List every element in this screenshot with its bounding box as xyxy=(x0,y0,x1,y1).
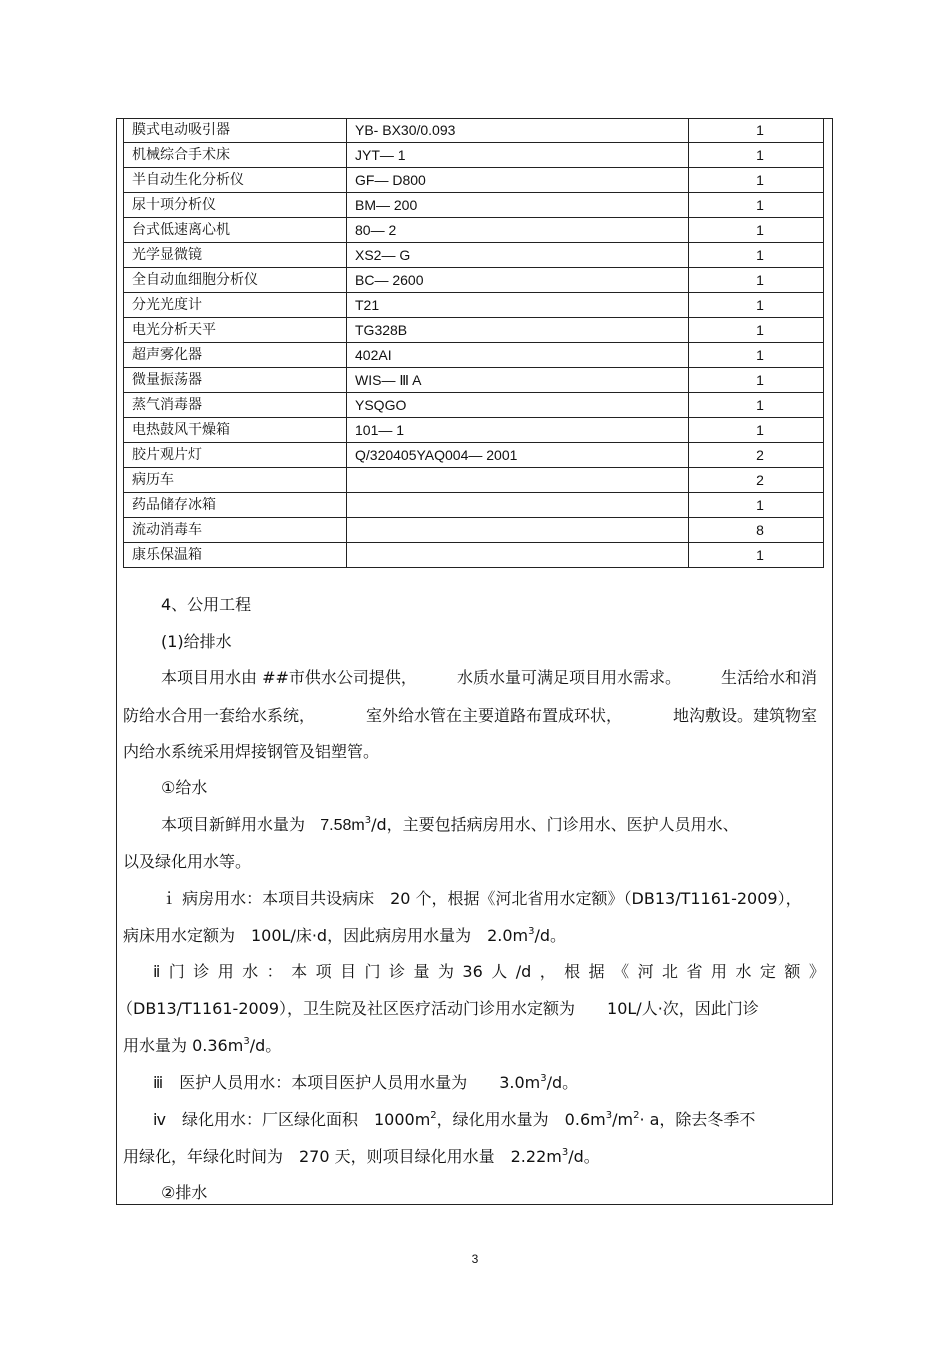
table-row xyxy=(124,468,824,493)
equipment-model-cell: 80— 2 xyxy=(347,218,689,243)
paragraph-line: 防给水合用一套给水系统， 室外给水管在主要道路布置成环状， 地沟敷设。建筑物室 xyxy=(123,706,817,725)
equipment-model-cell: 101— 1 xyxy=(347,418,689,443)
equipment-name-cell: 蒸气消毒器 xyxy=(124,393,347,418)
equipment-qty-cell: 1 xyxy=(689,243,824,268)
table-row xyxy=(124,343,824,368)
table-row xyxy=(124,443,824,468)
item-ii-char: 项 xyxy=(315,962,332,981)
item-ii-char: 用 xyxy=(710,962,727,981)
paragraph-line: 以及绿化用水等。 xyxy=(123,852,252,871)
item-iv-line: ⅳ 绿化用水：厂区绿化面积 $1000m^2$，绿化用水量为 $0.6m^3/m^2\cdot a$，除去冬季不 xyxy=(153,1110,756,1129)
equipment-model-cell: YB- BX30/0.093 xyxy=(347,118,689,143)
table-row xyxy=(124,318,824,343)
item-ii-char: 据 xyxy=(588,962,605,981)
equipment-model-cell: T21 xyxy=(347,293,689,318)
item-iv-line: 用绿化，年绿化时间为 270 天，则项目绿化用水量 $2.22m^3/d$。 xyxy=(123,1147,600,1166)
table-row xyxy=(124,118,824,143)
item-ii-char: 目 xyxy=(340,962,357,981)
table-row xyxy=(124,368,824,393)
item-ii-char: 北 xyxy=(662,962,679,981)
item-ii-line: （DB13/T1161-2009），卫生院及社区医疗活动门诊用水定额为 10L/人·次，因此门诊 xyxy=(117,999,759,1018)
item-ii-char: 门 xyxy=(168,962,185,981)
equipment-model-cell: JYT— 1 xyxy=(347,143,689,168)
equipment-model-cell: XS2— G xyxy=(347,243,689,268)
equipment-model-cell: WIS— Ⅲ A xyxy=(347,368,689,393)
equipment-qty-cell: 1 xyxy=(689,418,824,443)
equipment-model-cell: 402AI xyxy=(347,343,689,368)
equipment-model-cell xyxy=(347,518,689,543)
item-ii-char: 水 xyxy=(242,962,259,981)
item-ii-char: 36 xyxy=(462,962,483,981)
equipment-name-cell: 病历车 xyxy=(124,468,347,493)
item-i-line: 病床用水定额为 100L/床·d，因此病房用水量为 $2.0m^3/d$。 xyxy=(123,926,567,945)
item-i-line: ｉ 病房用水：本项目共设病床 20 个，根据《河北省用水定额》（DB13/T1161-2009）， xyxy=(161,889,802,908)
equipment-qty-cell: 1 xyxy=(689,343,824,368)
table-row xyxy=(124,168,824,193)
equipment-name-cell: 电热鼓风干燥箱 xyxy=(124,418,347,443)
equipment-qty-cell: 8 xyxy=(689,518,824,543)
item-ii-char: ： xyxy=(266,962,283,981)
item-ii-char: 门 xyxy=(364,962,381,981)
equipment-name-cell: 光学显微镜 xyxy=(124,243,347,268)
equipment-name-cell: 药品储存冰箱 xyxy=(124,493,347,518)
equipment-model-cell xyxy=(347,468,689,493)
table-row xyxy=(124,418,824,443)
equipment-qty-cell: 1 xyxy=(689,268,824,293)
equipment-qty-cell: 2 xyxy=(689,468,824,493)
equipment-name-cell: 台式低速离心机 xyxy=(124,218,347,243)
water-supply-heading: ①给水 xyxy=(161,778,208,797)
item-ii-char: 诊 xyxy=(193,962,210,981)
equipment-name-cell: 电光分析天平 xyxy=(124,318,347,343)
drainage-heading: ②排水 xyxy=(161,1183,208,1202)
item-ii-char: 量 xyxy=(413,962,430,981)
equipment-table xyxy=(123,118,824,568)
equipment-qty-cell: 1 xyxy=(689,143,824,168)
table-row xyxy=(124,293,824,318)
item-ii-char: 定 xyxy=(759,962,776,981)
table-row xyxy=(124,243,824,268)
table-row xyxy=(124,543,824,568)
item-ii-char: 《 xyxy=(613,962,630,981)
item-ii-char: 本 xyxy=(291,962,308,981)
equipment-model-cell xyxy=(347,493,689,518)
equipment-name-cell: 胶片观片灯 xyxy=(124,443,347,468)
equipment-name-cell: 微量振荡器 xyxy=(124,368,347,393)
item-ii-char: ⅱ xyxy=(153,962,161,981)
table-row xyxy=(124,518,824,543)
equipment-qty-cell: 1 xyxy=(689,168,824,193)
equipment-name-cell: 膜式电动吸引器 xyxy=(124,118,347,143)
item-ii-char: 根 xyxy=(564,962,581,981)
equipment-model-cell: GF— D800 xyxy=(347,168,689,193)
item-ii-char: 诊 xyxy=(389,962,406,981)
equipment-name-cell: 半自动生化分析仪 xyxy=(124,168,347,193)
equipment-name-cell: 分光光度计 xyxy=(124,293,347,318)
paragraph-line: 内给水系统采用焊接钢管及铝塑管。 xyxy=(123,742,380,761)
item-ii-char: 省 xyxy=(686,962,703,981)
table-row xyxy=(124,393,824,418)
equipment-name-cell: 流动消毒车 xyxy=(124,518,347,543)
item-ii-char: 》 xyxy=(808,962,825,981)
equipment-qty-cell: 1 xyxy=(689,393,824,418)
item-ii-char: ， xyxy=(539,962,556,981)
equipment-model-cell xyxy=(347,543,689,568)
equipment-qty-cell: 1 xyxy=(689,318,824,343)
section-heading: 4、公用工程 xyxy=(161,595,252,614)
item-ii-line: 用水量为 $0.36m^3/d$。 xyxy=(123,1036,282,1055)
table-row xyxy=(124,493,824,518)
page-number: 3 xyxy=(471,1252,479,1266)
equipment-name-cell: 全自动血细胞分析仪 xyxy=(124,268,347,293)
table-row xyxy=(124,143,824,168)
equipment-model-cell: YSQGO xyxy=(347,393,689,418)
equipment-model-cell: TG328B xyxy=(347,318,689,343)
equipment-qty-cell: 1 xyxy=(689,193,824,218)
table-row xyxy=(124,193,824,218)
equipment-qty-cell: 1 xyxy=(689,543,824,568)
equipment-model-cell: BC— 2600 xyxy=(347,268,689,293)
equipment-model-cell: Q/320405YAQ004— 2001 xyxy=(347,443,689,468)
item-ii-char: 额 xyxy=(784,962,801,981)
equipment-name-cell: 康乐保温箱 xyxy=(124,543,347,568)
equipment-qty-cell: 1 xyxy=(689,293,824,318)
subsection-heading: (1)给排水 xyxy=(161,632,232,651)
equipment-name-cell: 尿十项分析仪 xyxy=(124,193,347,218)
equipment-model-cell: BM— 200 xyxy=(347,193,689,218)
table-row xyxy=(124,218,824,243)
table-row xyxy=(124,268,824,293)
equipment-qty-cell: 1 xyxy=(689,493,824,518)
paragraph-line: 本项目新鲜用水量为 $7.58m^3/d$，主要包括病房用水、门诊用水、医护人员用水、 xyxy=(161,815,739,834)
item-ii-char: 水 xyxy=(735,962,752,981)
item-ii-char: 人 xyxy=(491,962,508,981)
equipment-qty-cell: 1 xyxy=(689,218,824,243)
equipment-name-cell: 超声雾化器 xyxy=(124,343,347,368)
equipment-qty-cell: 2 xyxy=(689,443,824,468)
item-iii-line: ⅲ 医护人员用水：本项目医护人员用水量为 $3.0m^3/d$。 xyxy=(153,1073,579,1092)
item-ii-char: /d xyxy=(515,962,532,981)
equipment-qty-cell: 1 xyxy=(689,118,824,143)
equipment-name-cell: 机械综合手术床 xyxy=(124,143,347,168)
equipment-qty-cell: 1 xyxy=(689,368,824,393)
item-ii-char: 河 xyxy=(637,962,654,981)
paragraph-line: 本项目用水由 ##市供水公司提供， 水质水量可满足项目用水需求。 生活给水和消 xyxy=(161,668,817,687)
item-ii-line xyxy=(153,962,825,982)
item-ii-char: 用 xyxy=(217,962,234,981)
item-ii-char: 为 xyxy=(437,962,454,981)
